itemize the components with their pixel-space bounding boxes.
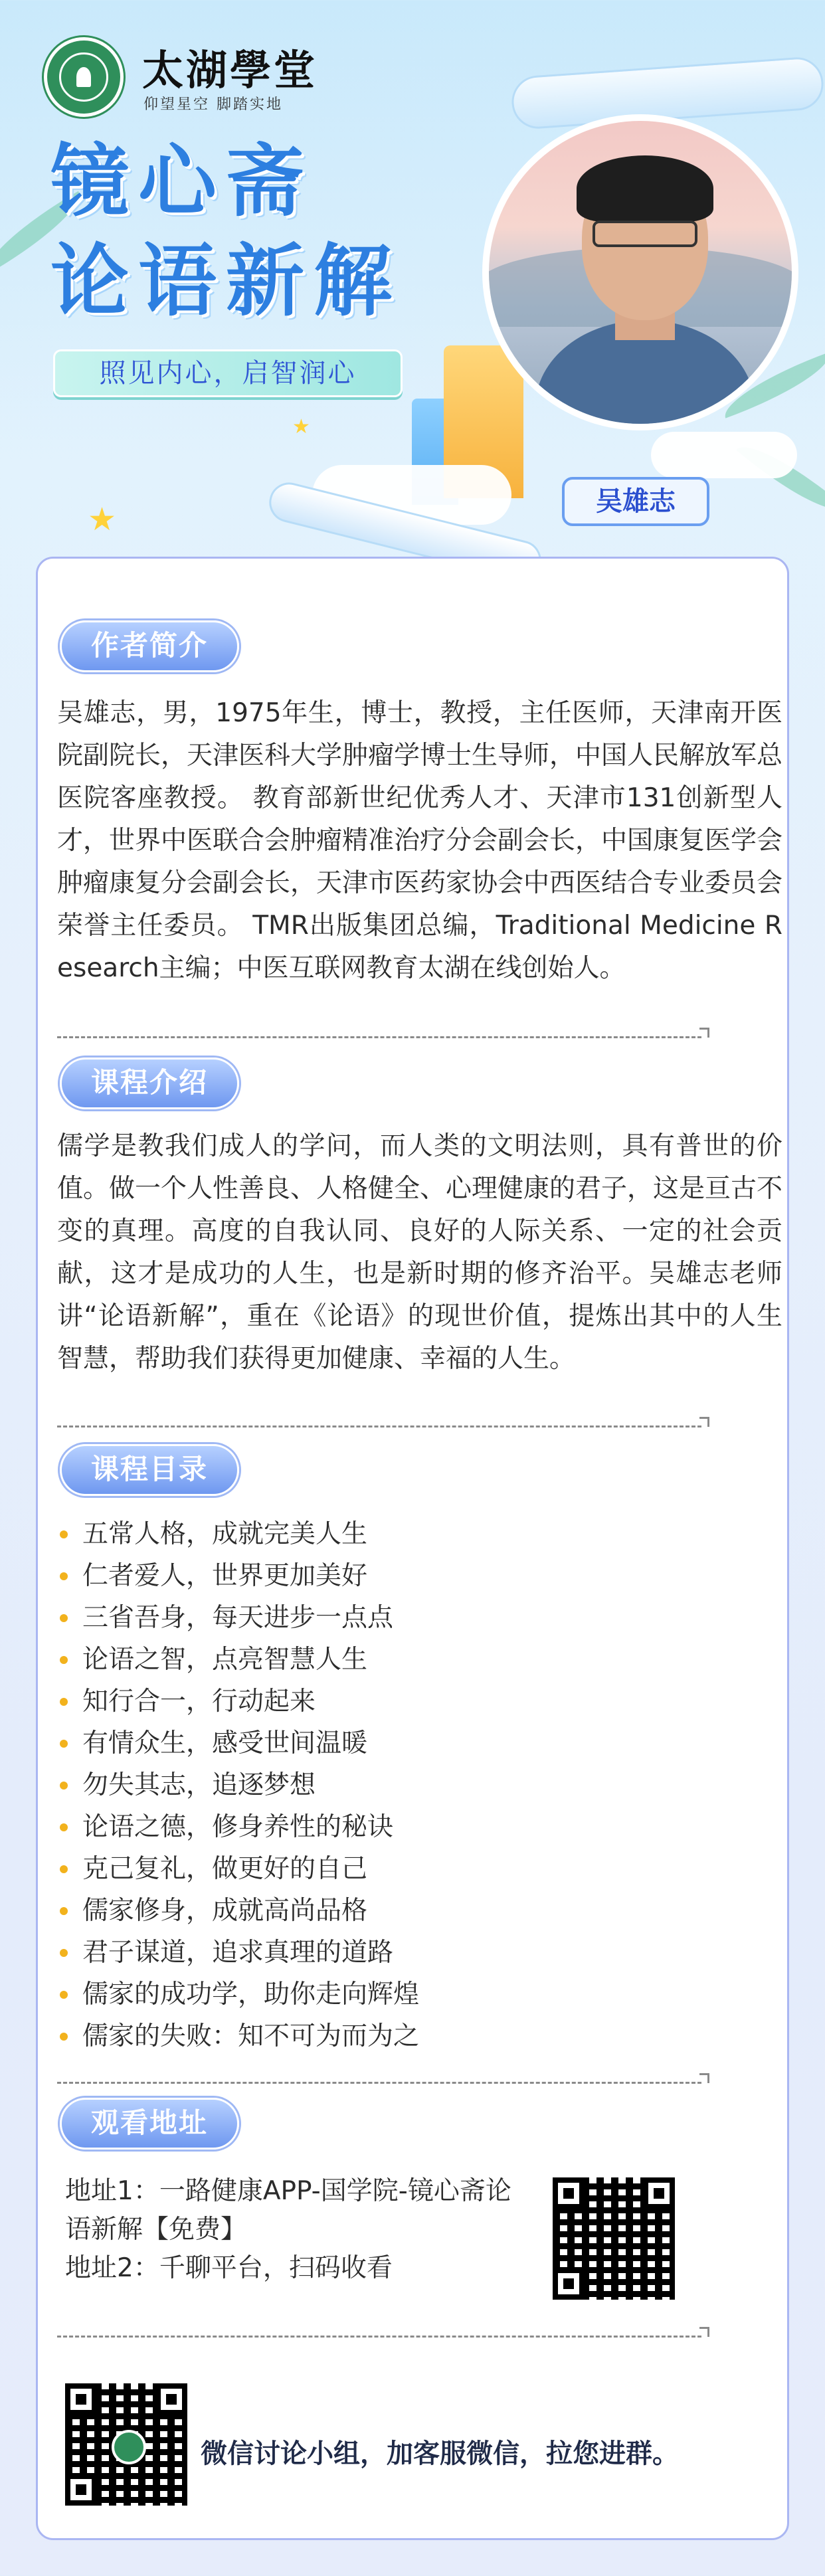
section-divider	[57, 2336, 701, 2338]
page-title-line1: 镜心斋	[50, 136, 314, 227]
toc-item: 儒家的成功学，助你走向辉煌	[57, 1974, 721, 2015]
speaker-portrait	[482, 114, 798, 430]
brand-name: 太湖學堂	[142, 46, 318, 94]
section-divider	[57, 1426, 701, 1427]
toc-item: 仁者爱人，世界更加美好	[57, 1555, 721, 1597]
section-divider	[57, 1036, 701, 1038]
toc-item: 有情众生，感受世间温暖	[57, 1722, 721, 1764]
section-divider	[57, 2082, 701, 2084]
star-icon: ★	[88, 501, 117, 538]
toc-item: 儒家修身，成就高尚品格	[57, 1890, 721, 1932]
course-description: 儒学是教我们成人的学问，而人类的文明法则，具有普世的价值。做一个人性善良、人格健全、心理健康的君子，这是亘古不变的真理。高度的自我认同、良好的人际关系、一定的社会贡献，这才是成功的人生，也是新时期的修齐治平。吴雄志老师讲“论语新解”，重在《论语》的现世价值，提炼出其中的人生智慧，帮助我们获得更加健康、幸福的人生。	[57, 1131, 783, 1374]
section-tag-toc: 课程目录	[60, 1444, 239, 1496]
subtitle-badge: 照见内心，启智润心	[53, 349, 403, 397]
course-toc-list	[57, 1513, 721, 2057]
toc-item: 三省吾身，每天进步一点点	[57, 1597, 721, 1639]
speaker-name-tag: 吴雄志	[562, 477, 709, 526]
qr-center-logo	[112, 2430, 146, 2464]
school-logo	[44, 37, 124, 117]
toc-item: 君子谋道，追求真理的道路	[57, 1932, 721, 1974]
qr-code-watch[interactable]	[549, 2173, 679, 2304]
toc-item: 五常人格，成就完美人生	[57, 1513, 721, 1555]
wechat-group-note: 微信讨论小组，加客服微信，拉您进群。	[201, 2438, 679, 2469]
watch-address-1: 地址1：一路健康APP-国学院-镜心斋论语新解【免费】	[65, 2176, 511, 2245]
toc-item: 知行合一，行动起来	[57, 1681, 721, 1722]
watch-addresses	[65, 2172, 523, 2288]
toc-item: 克己复礼，做更好的自己	[57, 1848, 721, 1890]
section-tag-author: 作者简介	[60, 620, 239, 672]
page-title-line2: 论语新解	[50, 235, 402, 327]
section-tag-watch: 观看地址	[60, 2098, 239, 2150]
section-tag-course: 课程介绍	[60, 1058, 239, 1109]
brand-slogan: 仰望星空 脚踏实地	[143, 96, 283, 113]
cloud-decoration	[651, 432, 797, 478]
toc-item: 儒家的失败：知不可为而为之	[57, 2015, 721, 2057]
qr-code-wechat[interactable]	[61, 2379, 191, 2510]
author-bio: 吴雄志，男，1975年生，博士，教授，主任医师，天津南开医院副院长，天津医科大学肿瘤学博士生导师，中国人民解放军总医院客座教授。 教育部新世纪优秀人才、天津市131创新型人才，世界中医联合会肿瘤精准治疗分会副会长，中国康复医学会肿瘤康复分会副会长，天津市医药家协会中西医结合专业委员会荣誉主任委员。 TMR出版集团总编，Traditional Medicine Research主编；中医互联网教育太湖在线创始人。	[57, 698, 783, 983]
watch-address-2: 地址2：千聊平台，扫码收看	[65, 2253, 393, 2283]
star-icon: ★	[292, 415, 310, 438]
toc-item: 论语之智，点亮智慧人生	[57, 1639, 721, 1681]
toc-item: 论语之德，修身养性的秘诀	[57, 1806, 721, 1848]
toc-item: 勿失其志，追逐梦想	[57, 1764, 721, 1806]
